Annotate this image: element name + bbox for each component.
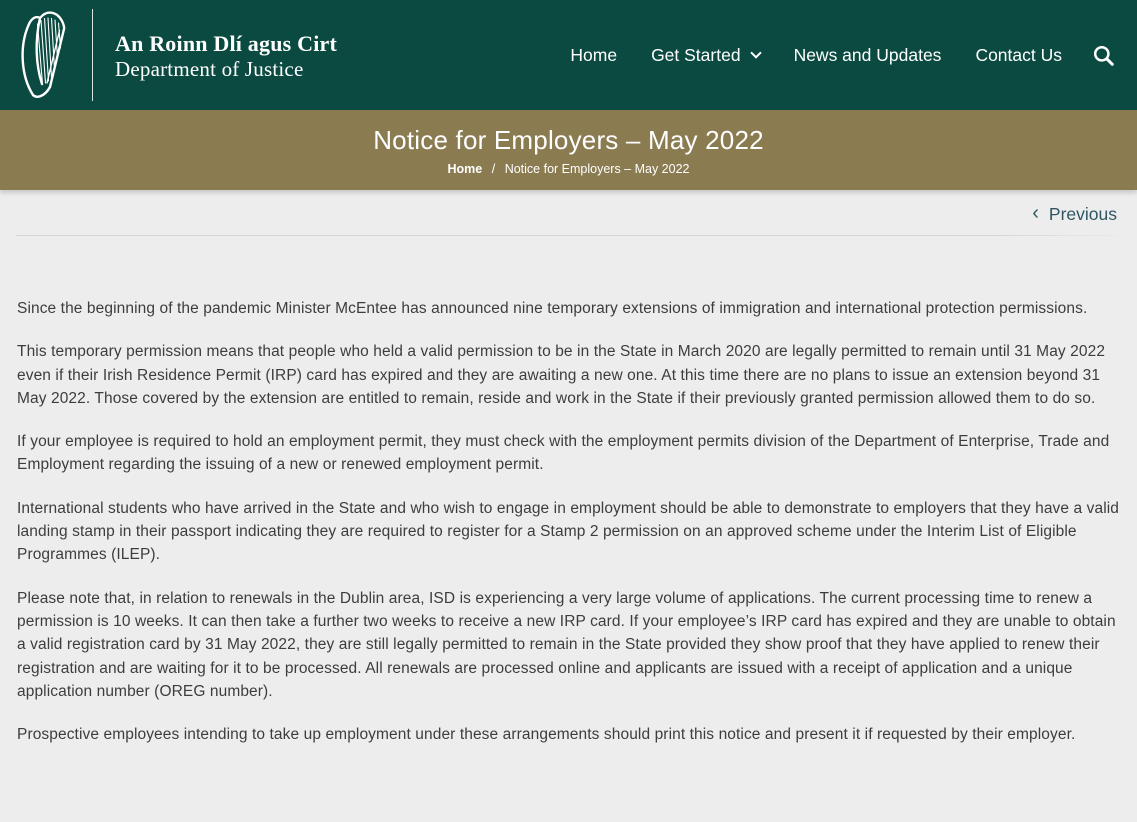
breadcrumb-current: Notice for Employers – May 2022 <box>504 162 690 176</box>
department-name-irish: An Roinn Dlí agus Cirt <box>115 30 337 56</box>
paragraph-3: If your employee is required to hold an employment permit, they must check with the employment permits division of the Department of Enterprise, Trade and Employment regarding the issuing of a new or renewed employment permit. <box>17 433 1110 474</box>
paragraph-1: Since the beginning of the pandemic Minister McEntee has announced nine temporary extensions of immigration and international protection permissions. <box>17 300 1088 317</box>
paragraph-6: Prospective employees intending to take up employment under these arrangements should print this notice and present it if requested by their employer. <box>17 726 1076 744</box>
department-logo-link[interactable] <box>16 0 337 110</box>
page-title: Notice for Employers – May 2022 <box>373 125 764 155</box>
department-name <box>115 29 337 82</box>
chevron-left-icon: ‹ <box>1032 202 1039 224</box>
notice-article <box>0 236 1137 746</box>
paragraph-5: Please note that, in relation to renewals in the Dublin area, ISD is experiencing a very large volume of applications. The current processing time to renew a permission is 10 weeks. It can then take a further two weeks to receive a new IRP card. If your employee’s IRP card has expired and they are unable to obtain a valid registration card by 31 May 2022, they are still legally permitted to remain in the State provided they show proof that they have applied to renew their registration and are waiting for it to be processed. All renewals are processed online and applicants are issued with a receipt of application and a unique application number (OREG number). <box>17 589 1116 700</box>
post-navigation <box>0 190 1137 224</box>
nav-item-contact-us[interactable]: Contact Us <box>975 44 1062 65</box>
previous-post-link[interactable] <box>1032 204 1117 225</box>
chevron-down-icon <box>750 47 761 58</box>
page-title-banner <box>0 110 1137 190</box>
paragraph-4: International students who have arrived in the State and who wish to engage in employment should be able to demonstrate to employers that they have a valid landing stamp in their passport indicating they are required to register for a Stamp 2 permission on an approved scheme under the Interim List of Eligible Programmes (ILEP). <box>17 499 1120 564</box>
nav-item-news-and-updates[interactable]: News and Updates <box>793 44 942 65</box>
breadcrumb-home-link[interactable]: Home <box>447 162 483 176</box>
logo-divider <box>92 9 93 101</box>
breadcrumb <box>0 162 1137 176</box>
search-icon <box>1092 44 1115 67</box>
department-name-english: Department of Justice <box>115 56 304 81</box>
irish-harp-icon <box>16 8 80 102</box>
nav-item-home[interactable]: Home <box>570 44 618 65</box>
paragraph-2: This temporary permission means that people who held a valid permission to be in the State in March 2020 are legally permitted to remain until 31 May 2022 even if their Irish Residence Permit (IRP) card has expired and they are awaiting a new one. At this time there are no plans to issue an extension beyond 31 May 2022. Those covered by the extension are entitled to remain, reside and work in the State if their previously granted permission allowed them to do so. <box>17 343 1106 407</box>
search-button[interactable] <box>1092 44 1115 67</box>
site-header <box>0 0 1137 110</box>
main-nav <box>570 44 1115 67</box>
nav-item-get-started[interactable]: Get Started <box>651 45 760 66</box>
breadcrumb-separator: / <box>491 162 496 176</box>
previous-label: Previous <box>1048 203 1117 224</box>
